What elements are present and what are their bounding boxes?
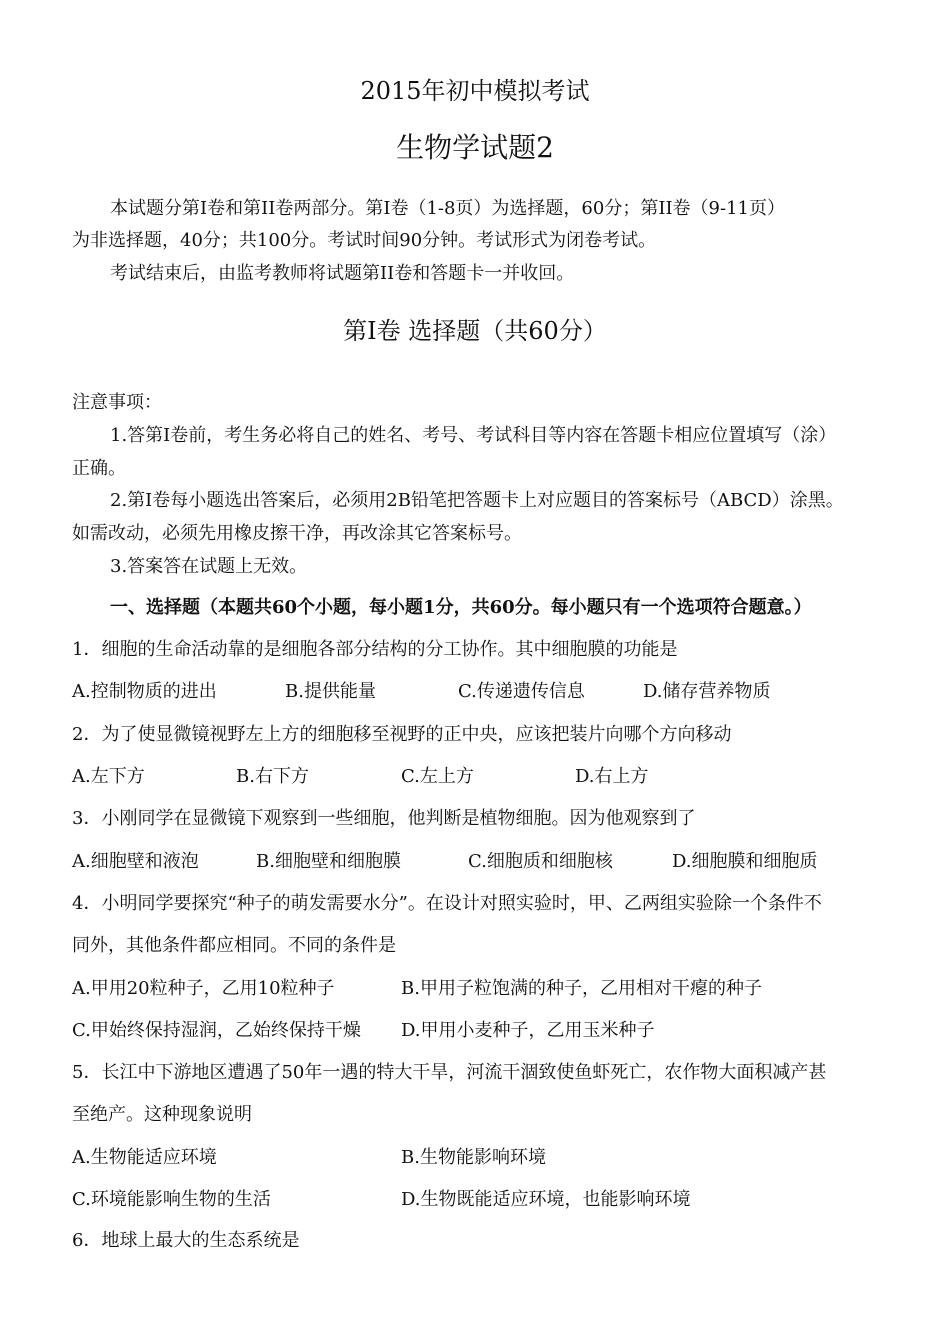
question-3-option-b: B.细胞壁和细胞膜 [256, 851, 401, 872]
intro-line-2: 为非选择题，40分；共100分。考试时间90分钟。考试形式为闭卷考试。 [72, 230, 657, 251]
question-4-stem-line-1: 4．小明同学要探究“种子的萌发需要水分”。在设计对照实验时，甲、乙两组实验除一个条件不 [72, 893, 822, 914]
question-2-stem: 2．为了使显微镜视野左上方的细胞移至视野的正中央，应该把装片向哪个方向移动 [72, 724, 732, 745]
question-5-stem-line-2: 至绝产。这种现象说明 [72, 1104, 252, 1125]
question-2-option-d: D.右上方 [575, 766, 649, 787]
question-3-stem: 3．小刚同学在显微镜下观察到一些细胞，他判断是植物细胞。因为他观察到了 [72, 808, 696, 829]
question-2-option-a: A.左下方 [72, 766, 145, 787]
notes-heading: 注意事项： [72, 392, 162, 413]
question-1-option-d: D.储存营养物质 [643, 681, 771, 702]
question-1-stem: 1．细胞的生命活动靠的是细胞各部分结构的分工协作。其中细胞膜的功能是 [72, 639, 678, 660]
question-1-option-a: A.控制物质的进出 [72, 681, 217, 702]
intro-line-1: 本试题分第Ⅰ卷和第II卷两部分。第Ⅰ卷（1-8页）为选择题，60分；第II卷（9-11页） [110, 198, 785, 219]
question-4-option-a: A.甲用20粒种子，乙用10粒种子 [72, 978, 335, 999]
question-5-option-a: A.生物能适应环境 [72, 1147, 217, 1168]
question-5-option-d: D.生物既能适应环境，也能影响环境 [401, 1189, 691, 1210]
question-1-option-b: B.提供能量 [285, 681, 376, 702]
question-3-option-c: C.细胞质和细胞核 [468, 851, 613, 872]
question-5-option-c: C.环境能影响生物的生活 [72, 1189, 271, 1210]
question-2-option-c: C.左上方 [401, 766, 474, 787]
note-1-line-2: 正确。 [72, 458, 126, 479]
note-2-line-2: 如需改动，必须先用橡皮擦干净，再改涂其它答案标号。 [72, 523, 522, 544]
question-3-option-a: A.细胞壁和液泡 [72, 851, 199, 872]
question-4-option-d: D.甲用小麦种子，乙用玉米种子 [401, 1020, 655, 1041]
intro-line-3: 考试结束后，由监考教师将试题第II卷和答题卡一并收回。 [110, 263, 575, 284]
section-title: 第Ⅰ卷 选择题（共60分） [343, 317, 607, 345]
question-2-option-b: B.右下方 [236, 766, 309, 787]
question-5-stem-line-1: 5．长江中下游地区遭遇了50年一遇的特大干旱，河流干涸致使鱼虾死亡，农作物大面积减产甚 [72, 1062, 827, 1083]
question-4-option-b: B.甲用子粒饱满的种子，乙用相对干瘪的种子 [401, 978, 762, 999]
note-1-line-1: 1.答第Ⅰ卷前，考生务必将自己的姓名、考号、考试科目等内容在答题卡相应位置填写（涂） [110, 425, 837, 446]
exam-title: 2015年初中模拟考试 [360, 77, 590, 105]
question-3-option-d: D.细胞膜和细胞质 [672, 851, 818, 872]
subject-title: 生物学试题2 [396, 131, 554, 164]
part-heading: 一、选择题（本题共60个小题，每小题1分，共60分。每小题只有一个选项符合题意。） [110, 597, 812, 618]
question-4-option-c: C.甲始终保持湿润，乙始终保持干燥 [72, 1020, 361, 1041]
note-3: 3.答案答在试题上无效。 [110, 556, 308, 577]
question-6-stem: 6．地球上最大的生态系统是 [72, 1230, 300, 1251]
note-2-line-1: 2.第Ⅰ卷每小题选出答案后，必须用2B铅笔把答题卡上对应题目的答案标号（ABCD）涂黑。 [110, 490, 844, 511]
question-4-stem-line-2: 同外，其他条件都应相同。不同的条件是 [72, 935, 396, 956]
question-1-option-c: C.传递遗传信息 [458, 681, 585, 702]
question-5-option-b: B.生物能影响环境 [401, 1147, 546, 1168]
